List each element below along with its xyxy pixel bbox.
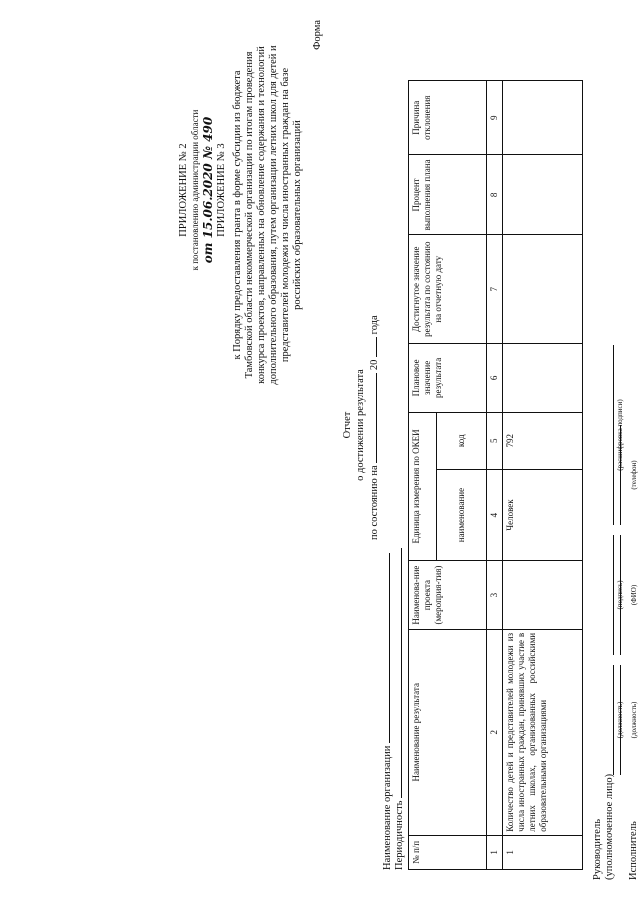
col-number: 7 (487, 235, 503, 344)
date-prefix: по состоянию на (369, 465, 380, 540)
header-result-name: Наименование результата (409, 629, 487, 835)
col-number: 9 (487, 81, 503, 155)
header-reason: Причина отклонения (409, 81, 487, 155)
header-project-name: Наименова-ние проекта (мероприя-тия) (409, 561, 487, 630)
head-title: Руководитель (592, 819, 603, 880)
row-planned (503, 344, 583, 413)
year-blank (376, 337, 377, 357)
executor-label: Исполнитель (628, 821, 639, 880)
header-achieved: Достигнутое значение результата по состоянию на отчетную дату (409, 235, 487, 344)
head-signature-line (613, 535, 614, 655)
header-unit-name: наименование (437, 469, 487, 560)
row-reason (503, 81, 583, 155)
appendix-2-label: ПРИЛОЖЕНИЕ № 2 (178, 143, 189, 237)
exec-fio-line (620, 535, 621, 655)
order-line: дополнительного образования, путем организации летних школ для детей и (268, 45, 279, 385)
exec-position-line (620, 665, 621, 775)
date-year: 20 (369, 359, 380, 371)
order-line: к Порядку предоставления гранта в форме субсидии из бюджета (232, 70, 243, 360)
row-num: 1 (503, 835, 583, 869)
col-number: 6 (487, 344, 503, 413)
col-number: 2 (487, 629, 503, 835)
col-number: 4 (487, 469, 503, 560)
row-project-name (503, 561, 583, 630)
org-name-blank (389, 553, 390, 743)
header-unit-code: код (437, 412, 487, 469)
report-title: Отчет (342, 411, 353, 439)
col-number: 8 (487, 155, 503, 235)
org-name-field (382, 553, 394, 870)
order-line: Тамбовской области некоммерческой организации по итогам проведения (244, 51, 255, 379)
report-subtitle: о достижении результата (355, 369, 366, 481)
cap-signature: (подпись) (616, 580, 624, 610)
header-num: № п/п (409, 835, 487, 869)
cap-fio: (ФИО) (630, 584, 638, 606)
col-number: 1 (487, 835, 503, 869)
org-name-label: Наименование организации (382, 745, 393, 870)
results-table (408, 80, 583, 870)
appendix-3-label: ПРИЛОЖЕНИЕ № 3 (216, 143, 227, 237)
header-unit-group: Единица измерения по ОКЕИ (409, 412, 437, 561)
order-line: конкурса проектов, направленных на обновление содержания и технологий (256, 46, 267, 384)
row-unit-name: Человек (503, 469, 583, 560)
head-position-line (613, 665, 614, 775)
report-date-line (369, 220, 381, 540)
date-blank (376, 373, 377, 463)
periodicity-blank (401, 548, 402, 798)
header-percent: Процент выполнения плана (409, 155, 487, 235)
row-result-name: Количество детей и представителей молодежи из числа иностранных граждан, принявших участие в летних школах, организованных российскими образовательными организациями (503, 629, 583, 835)
col-number: 5 (487, 412, 503, 469)
order-text (232, 20, 304, 410)
cap-position: (должность) (616, 701, 624, 739)
exec-phone-line (620, 425, 621, 525)
head-decoding-line (613, 345, 614, 525)
row-unit-code: 792 (503, 412, 583, 469)
header-planned: Плановое значение результата (409, 344, 487, 413)
decree-ref: к постановлению администрации области (190, 109, 200, 271)
col-number: 3 (487, 561, 503, 630)
row-achieved (503, 235, 583, 344)
cap-position-2: (должность) (630, 701, 638, 739)
cap-phone: (телефон) (630, 460, 638, 490)
form-label: Форма (312, 20, 323, 50)
row-percent (503, 155, 583, 235)
periodicity-field (394, 548, 406, 870)
periodicity-label: Периодичность (394, 800, 405, 870)
date-suffix: года (369, 315, 380, 335)
order-line: представителей молодежи из числа иностранных граждан на базе (280, 67, 291, 363)
cap-decoding: (расшифровка подписи) (616, 399, 624, 471)
handwritten-date: от 15.06.2020 № 490 (201, 116, 215, 264)
head-sub: (уполномоченное лицо) (604, 773, 615, 880)
order-line: российских образовательных организаций (292, 120, 303, 310)
